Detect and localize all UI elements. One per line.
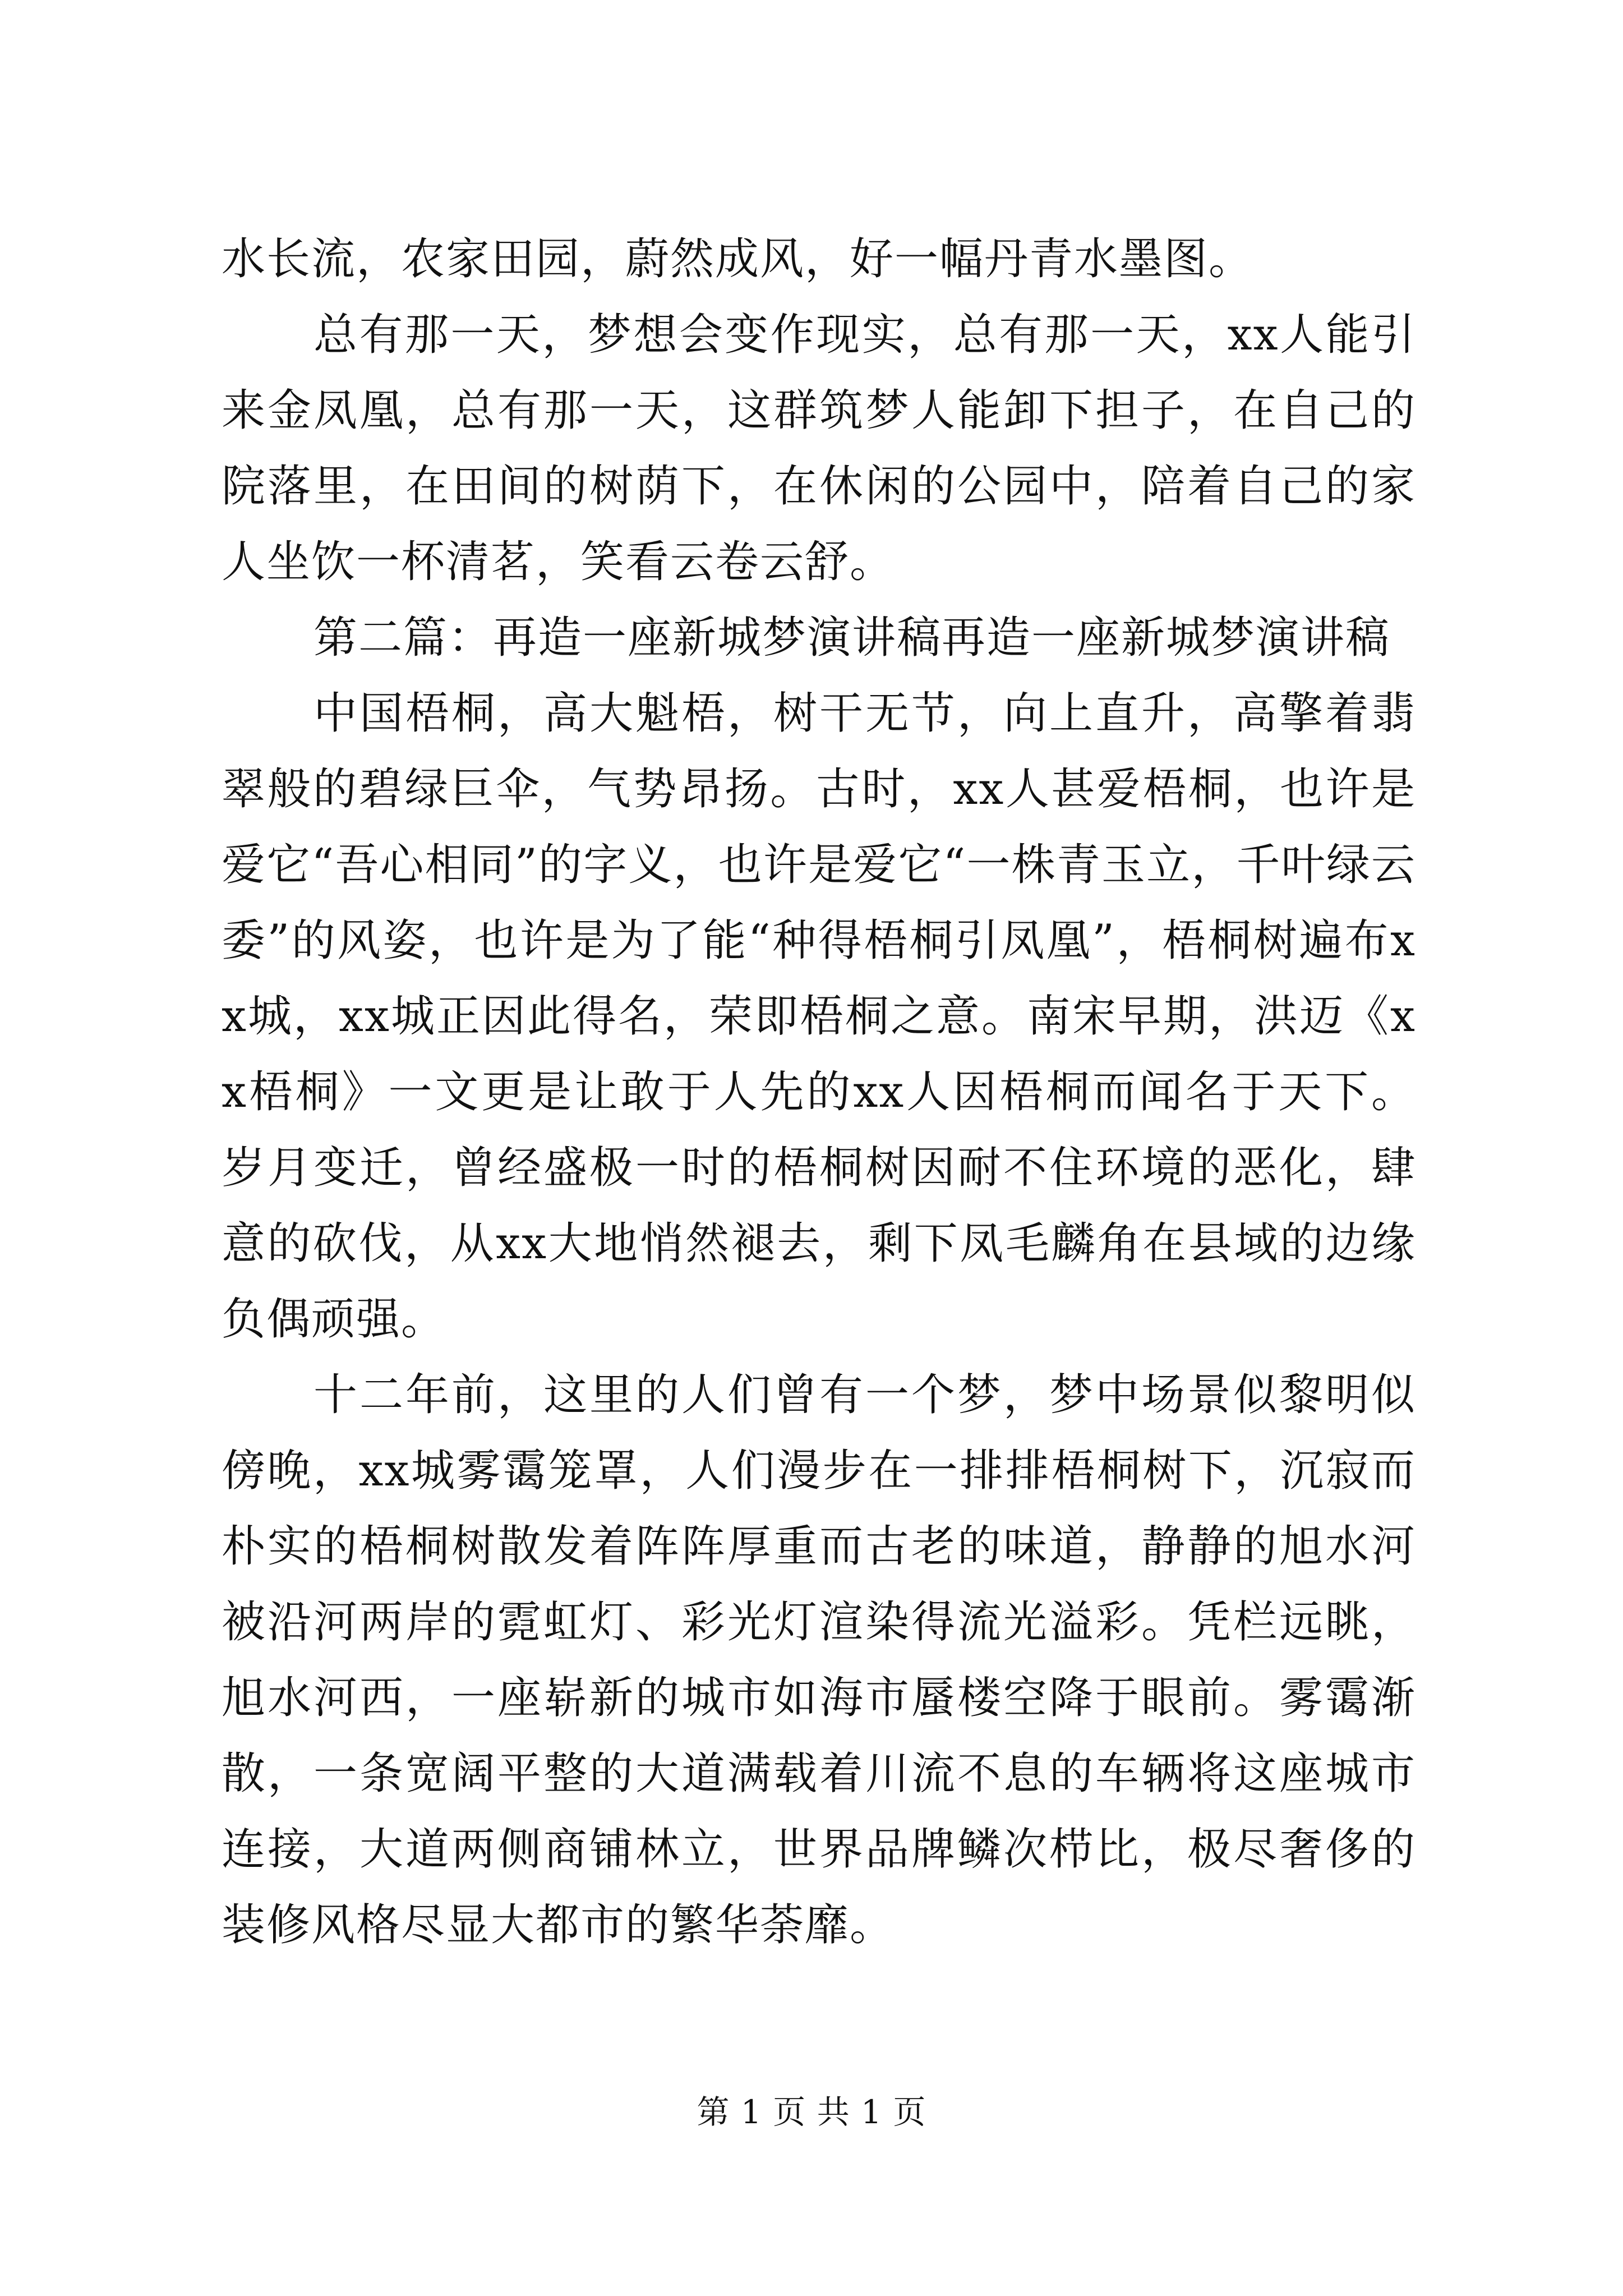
paragraph-wutong: 中国梧桐，高大魁梧，树干无节，向上直升，高擎着翡翠般的碧绿巨伞，气势昂扬。古时，xx人甚爱梧桐，也许是爱它“吾心相同”的字义，也许是爱它“一株青玉立，千叶绿云委”的风姿，也许是为了能“种得梧桐引凤凰”，梧桐树遍布xx城，xx城正因此得名，荣即梧桐之意。南宋早期，洪迈《xx梧桐》一文更是让敢于人先的xx人因梧桐而闻名于天下。岁月变迁，曾经盛极一时的梧桐树因耐不住环境的恶化，肆意的砍伐，从xx大地悄然褪去，剩下凤毛麟角在县域的边缘负偶顽强。 (222, 688, 1416, 1345)
paragraph-continuation: 水长流，农家田园，蔚然成风，好一幅丹青水墨图。 (222, 234, 1254, 284)
paragraph-twelve-years: 十二年前，这里的人们曾有一个梦，梦中场景似黎明似傍晚，xx城雾霭笼罩，人们漫步在一排排梧桐树下，沉寂而朴实的梧桐树散发着阵阵厚重而古老的味道，静静的旭水河被沿河两岸的霓虹灯、彩光灯渲染得流光溢彩。凭栏远眺，旭水河西，一座崭新的城市如海市蜃楼空降于眼前。雾霭渐散，一条宽阔平整的大道满载着川流不息的车辆将这座城市连接，大道两侧商铺林立，世界品牌鳞次栉比，极尽奢侈的装修风格尽显大都市的繁华荼靡。 (222, 1370, 1416, 1950)
paragraph-dream: 总有那一天，梦想会变作现实，总有那一天，xx人能引来金凤凰，总有那一天，这群筑梦人能卸下担子，在自己的院落里，在田间的树荫下，在休闲的公园中，陪着自己的家人坐饮一杯清茗，笑看云卷云舒。 (222, 310, 1416, 587)
document-body (222, 222, 1416, 1963)
section-heading: 第二篇：再造一座新城梦演讲稿再造一座新城梦演讲稿 (313, 613, 1391, 663)
page-number-footer: 第 1 页 共 1 页 (697, 2093, 926, 2131)
